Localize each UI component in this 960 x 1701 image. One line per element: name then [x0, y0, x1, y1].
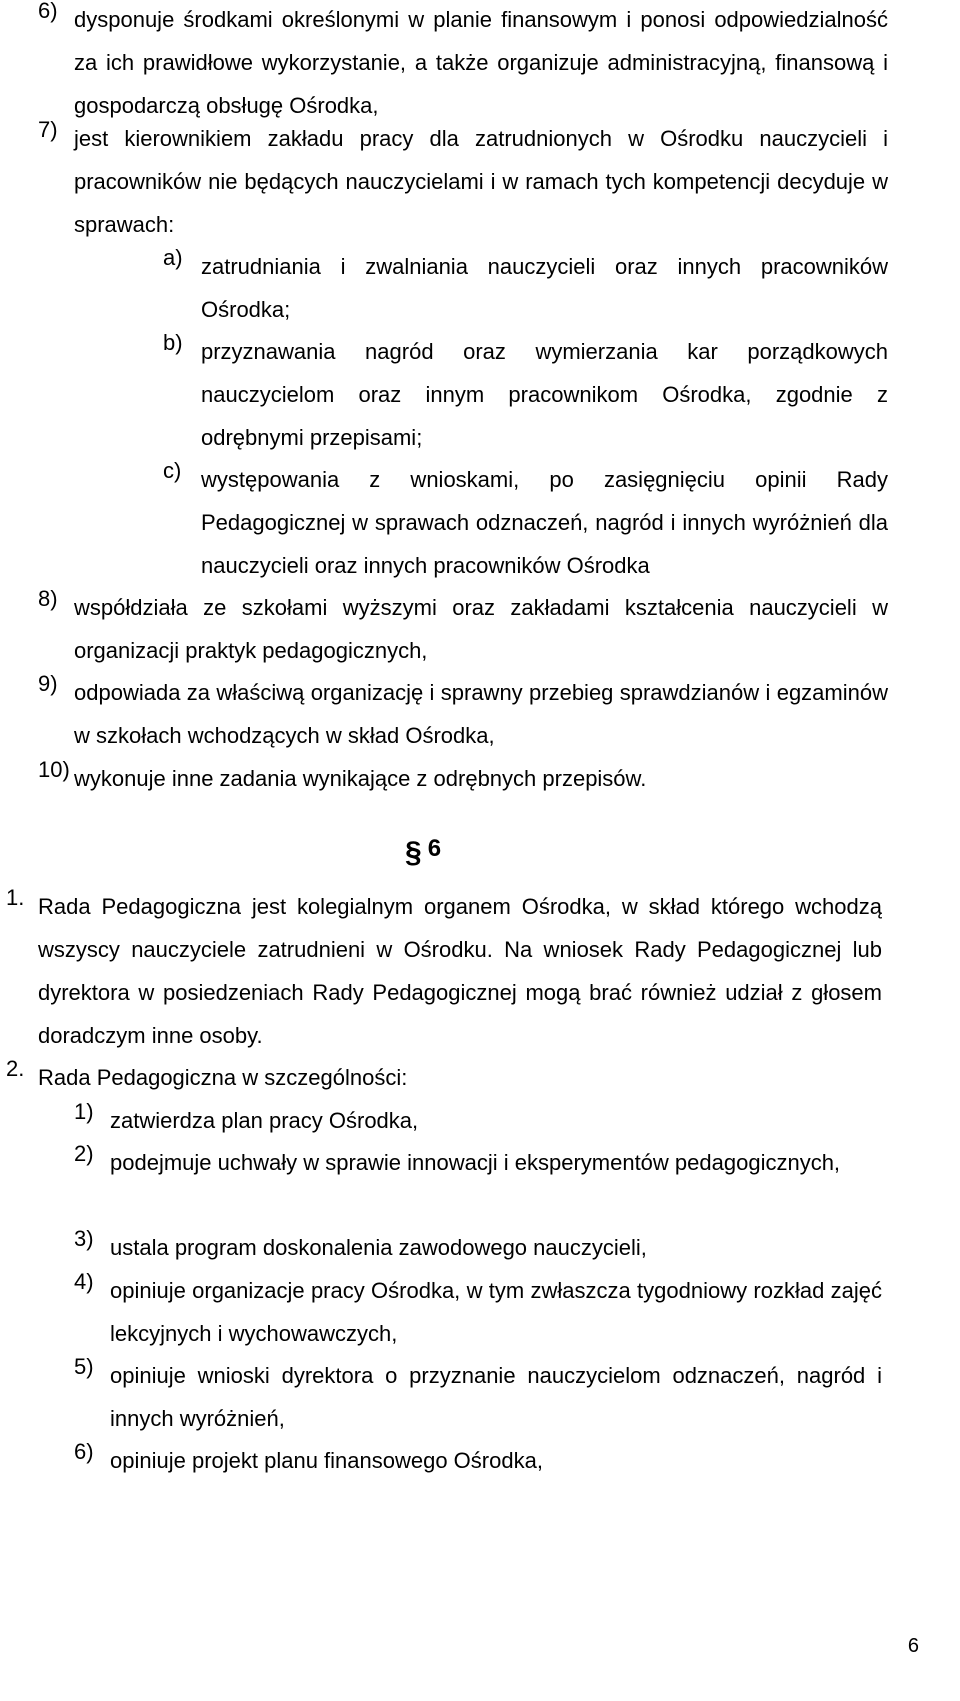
list-item [163, 330, 888, 459]
list-item-number: 2) [74, 1141, 94, 1166]
list-item-text: dysponuje środkami określonymi w planie finansowym i ponosi odpowiedzialność za ich prawidłowe wykorzystanie, a także organizuje administracyjną, finansową i gospodarczą obsługę Ośrodka, [74, 7, 888, 118]
list-item [74, 1439, 882, 1482]
list-item [38, 671, 888, 757]
list-item [74, 1226, 882, 1269]
list-item [74, 1354, 882, 1440]
list-item-number: 1) [74, 1099, 94, 1124]
list-item [163, 245, 888, 331]
list-item [163, 458, 888, 587]
list-item-text: ustala program doskonalenia zawodowego nauczycieli, [110, 1235, 647, 1260]
list-item [38, 586, 888, 672]
list-item [74, 1269, 882, 1355]
list-item-number: c) [163, 458, 182, 483]
paragraph-text: Rada Pedagogiczna w szczególności: [38, 1065, 408, 1090]
list-item [38, 0, 888, 127]
list-item-number: 5) [74, 1354, 94, 1379]
list-item [74, 1141, 882, 1184]
paragraph-text: Rada Pedagogiczna jest kolegialnym organem Ośrodka, w skład którego wchodzą wszyscy nauczyciele zatrudnieni w Ośrodku. Na wniosek Rady Pedagogicznej lub dyrektora w posiedzeniach Rady Pedagogicznej mogą brać również udział z głosem doradczym inne osoby. [38, 894, 882, 1048]
list-item-text: opiniuje organizacje pracy Ośrodka, w tym zwłaszcza tygodniowy rozkład zajęć lekcyjnych i wychowawczych, [110, 1278, 882, 1346]
list-item-number: 6) [74, 1439, 94, 1464]
paragraph-item [6, 885, 882, 1057]
list-item-number: 8) [38, 586, 58, 611]
list-item-text: wykonuje inne zadania wynikające z odrębnych przepisów. [74, 766, 647, 791]
section-number: 6 [427, 835, 442, 862]
paragraph-number: 2. [6, 1056, 25, 1081]
list-item-number: 3) [74, 1226, 94, 1251]
section-symbol: § [405, 836, 422, 869]
paragraph-number: 1. [6, 885, 25, 910]
list-item-text: występowania z wnioskami, po zasięgnięciu opinii Rady Pedagogicznej w sprawach odznaczeń, nagród i innych wyróżnień dla nauczycieli oraz innych pracowników Ośrodka [201, 467, 888, 578]
list-item-number: 7) [38, 117, 58, 142]
list-item [38, 757, 888, 800]
list-item-text: jest kierownikiem zakładu pracy dla zatrudnionych w Ośrodku nauczycieli i pracowników nie będących nauczycielami i w ramach tych kompetencji decyduje w sprawach: [74, 126, 888, 237]
list-item-text: zatrudniania i zwalniania nauczycieli oraz innych pracowników Ośrodka; [201, 254, 888, 322]
list-item-number: 9) [38, 671, 58, 696]
list-item-number: a) [163, 245, 183, 270]
list-item [74, 1099, 882, 1142]
list-item-text: opiniuje projekt planu finansowego Ośrodka, [110, 1448, 543, 1473]
section-heading [405, 830, 442, 869]
list-item-number: b) [163, 330, 183, 355]
list-item-number: 4) [74, 1269, 94, 1294]
list-item-text: przyznawania nagród oraz wymierzania kar porządkowych nauczycielom oraz innym pracownikom Ośrodka, zgodnie z odrębnymi przepisami; [201, 339, 888, 450]
list-item-number: 6) [38, 0, 58, 23]
list-item-text: zatwierdza plan pracy Ośrodka, [110, 1108, 419, 1133]
page-number: 6 [907, 1635, 919, 1657]
list-item-text: współdziała ze szkołami wyższymi oraz zakładami kształcenia nauczycieli w organizacji praktyk pedagogicznych, [74, 595, 888, 663]
list-item-text: opiniuje wnioski dyrektora o przyznanie nauczycielom odznaczeń, nagród i innych wyróżnień, [110, 1363, 882, 1431]
list-item-text: podejmuje uchwały w sprawie innowacji i eksperymentów pedagogicznych, [110, 1150, 841, 1175]
list-item-text: odpowiada za właściwą organizację i sprawny przebieg sprawdzianów i egzaminów w szkołach wchodzących w skład Ośrodka, [74, 680, 888, 748]
list-item-number: 10) [38, 757, 70, 782]
paragraph-item [6, 1056, 882, 1099]
list-item [38, 117, 888, 246]
